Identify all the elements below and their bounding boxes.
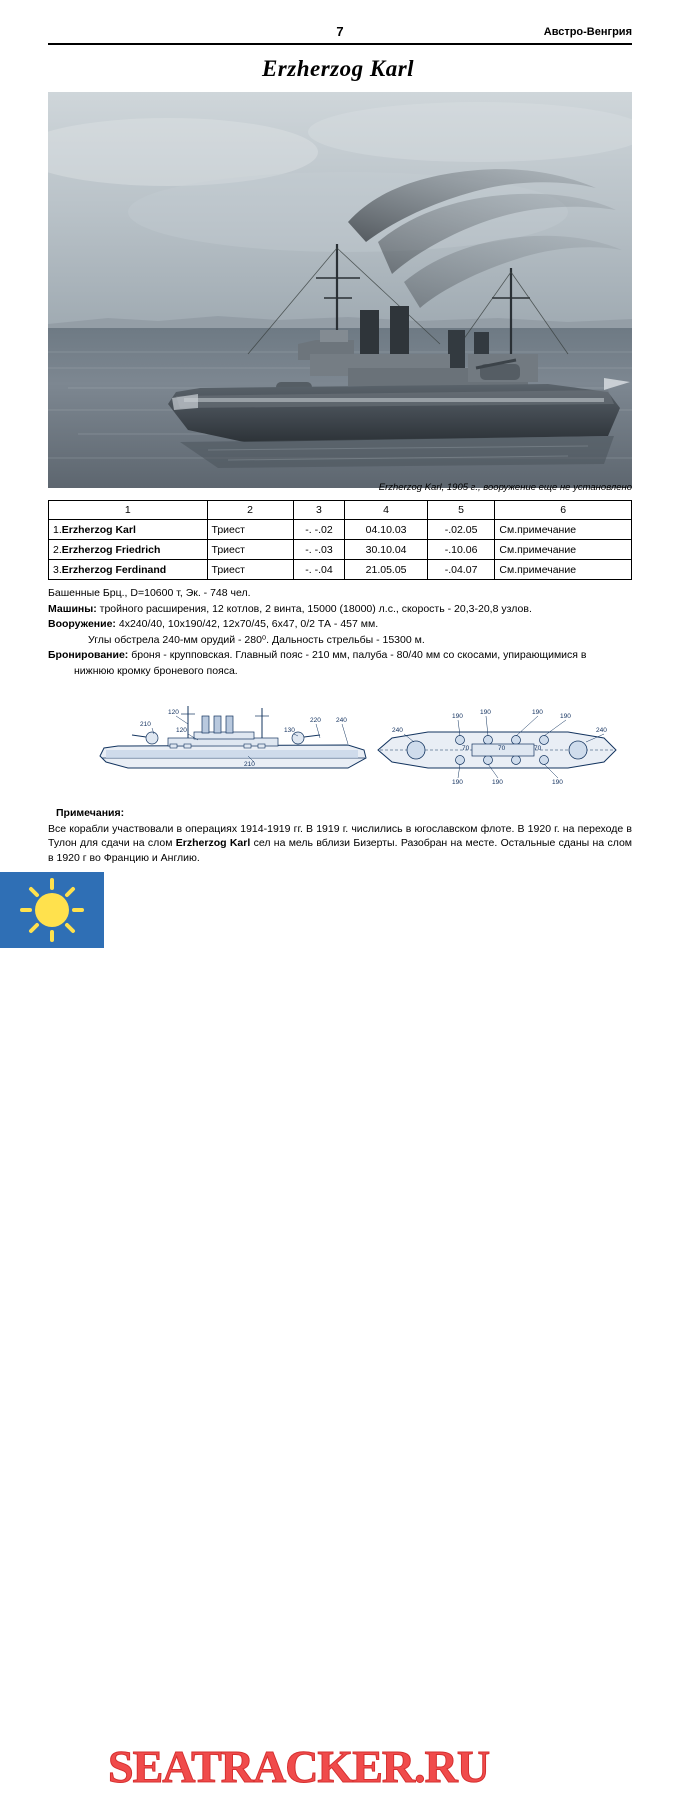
spec-armor — [48, 648, 632, 663]
ship-name-cell — [49, 520, 208, 540]
ship-name: Erzherzog Friedrich — [61, 543, 161, 556]
column-header-6: 6 — [495, 501, 632, 520]
spec-machinery-label: Машины: — [48, 602, 97, 615]
column-header-1: 1 — [49, 501, 208, 520]
armor-label: 240 — [596, 727, 607, 734]
armor-label: 210 — [244, 761, 255, 768]
ship-drawings — [48, 688, 632, 798]
page-title: Erzherzog Karl — [261, 56, 415, 81]
armor-label: 70 — [498, 745, 506, 752]
armor-label: 190 — [552, 779, 563, 786]
fate-cell: См.примечание — [495, 520, 632, 540]
armor-label: 190 — [492, 779, 503, 786]
watermark-graphic — [0, 866, 676, 952]
spec-armament-note: Углы обстрела 240-мм орудий - 280⁰. Дальность стрельбы - 15300 м. — [88, 633, 425, 646]
launched-cell: 30.10.04 — [345, 540, 427, 560]
table-row — [49, 540, 632, 560]
builder-cell: Триест — [207, 520, 293, 540]
launched-cell: 21.05.05 — [345, 560, 427, 580]
armor-label: 210 — [140, 721, 151, 728]
commissioned-cell: -.02.05 — [427, 520, 495, 540]
photo-graphic — [48, 92, 632, 488]
notes-text-post: сел на мель вблизи Бизерты. Разобран на месте. Остальные сданы на слом в 1920 г во Францию и Англию. — [48, 837, 632, 864]
laid-down-cell: -. -.03 — [293, 540, 345, 560]
fate-cell: См.примечание — [495, 540, 632, 560]
armor-label: 70 — [534, 745, 542, 752]
armor-label: 240 — [392, 727, 403, 734]
spec-armament-text: 4х240/40, 10х190/42, 12х70/45, 6х47, 0/2 ТА - 457 мм. — [115, 618, 379, 630]
armor-label: 190 — [452, 779, 463, 786]
watermark-text: SEATRACKER.RU — [108, 1741, 490, 1792]
column-header-3: 3 — [293, 501, 345, 520]
page-number: 7 — [336, 24, 344, 39]
ship-name: Erzherzog Ferdinand — [61, 563, 167, 576]
row-index: 1. — [53, 523, 62, 536]
plan-view-drawing — [378, 709, 616, 786]
side-profile-drawing — [100, 706, 366, 768]
photo-caption: Erzherzog Karl, 1905 г., вооружение еще не установлено — [378, 482, 632, 493]
table-row — [49, 560, 632, 580]
notes-body — [48, 822, 632, 866]
spec-armor-text2: нижнюю кромку броневого пояса. — [74, 664, 238, 677]
notes-ship-name: Erzherzog Karl — [175, 837, 251, 849]
specifications-block — [48, 586, 632, 679]
armor-label: 220 — [310, 717, 321, 724]
spec-armament — [48, 617, 632, 632]
drawings-graphic — [48, 688, 632, 798]
launched-cell: 04.10.03 — [345, 520, 427, 540]
laid-down-cell: -. -.02 — [293, 520, 345, 540]
sun-icon — [22, 880, 82, 940]
notes-text-pre: Все корабли участвовали в операциях 1914-1919 гг. В 1919 г. числились в югославском флоте. В 1920 г. на переходе в Тулон для сдачи на слом — [48, 822, 632, 849]
spec-machinery — [48, 602, 632, 617]
section-title: Австро-Венгрия — [543, 26, 632, 38]
ships-table — [48, 500, 632, 580]
armor-label: 190 — [480, 709, 491, 716]
builder-cell: Триест — [207, 540, 293, 560]
row-index: 2. — [53, 543, 62, 556]
spec-armor-text: броня - крупповская. Главный пояс - 210 мм, палуба - 80/40 мм со скосами, упирающимися в — [128, 649, 587, 661]
ship-name-cell — [49, 560, 208, 580]
battleship-photo — [48, 92, 632, 488]
spec-armament-label: Вооружение: — [48, 618, 116, 630]
builder-cell: Триест — [207, 560, 293, 580]
commissioned-cell: -.04.07 — [427, 560, 495, 580]
spec-armor-label: Бронирование: — [48, 649, 129, 661]
notes-title: Примечания: — [56, 807, 125, 819]
spec-general: Башенные Брц., D=10600 т, Эк. - 748 чел. — [48, 587, 251, 599]
armor-label: 240 — [336, 717, 347, 724]
spec-machinery-text: тройного расширения, 12 котлов, 2 винта, 15000 (18000) л.с., скорость - 20,3-20,8 узлов. — [96, 602, 532, 615]
row-index: 3. — [53, 563, 62, 576]
armor-label: 190 — [560, 713, 571, 720]
column-header-4: 4 — [345, 501, 427, 520]
commissioned-cell: -.10.06 — [427, 540, 495, 560]
watermark — [0, 866, 676, 1792]
page-header — [48, 24, 632, 46]
column-header-5: 5 — [427, 501, 495, 520]
notes-block — [48, 806, 632, 865]
table-header-row — [49, 501, 632, 520]
header-rule — [48, 43, 632, 45]
armor-label: 70 — [462, 745, 470, 752]
column-header-2: 2 — [207, 501, 293, 520]
armor-label: 190 — [452, 713, 463, 720]
ship-name: Erzherzog Karl — [61, 523, 136, 536]
armor-label: 130 — [284, 727, 295, 734]
table-row — [49, 520, 632, 540]
armor-label: 120 — [168, 709, 179, 716]
ship-name-cell — [49, 540, 208, 560]
armor-label: 190 — [532, 709, 543, 716]
laid-down-cell: -. -.04 — [293, 560, 345, 580]
armor-label: 120 — [176, 727, 187, 734]
fate-cell: См.примечание — [495, 560, 632, 580]
